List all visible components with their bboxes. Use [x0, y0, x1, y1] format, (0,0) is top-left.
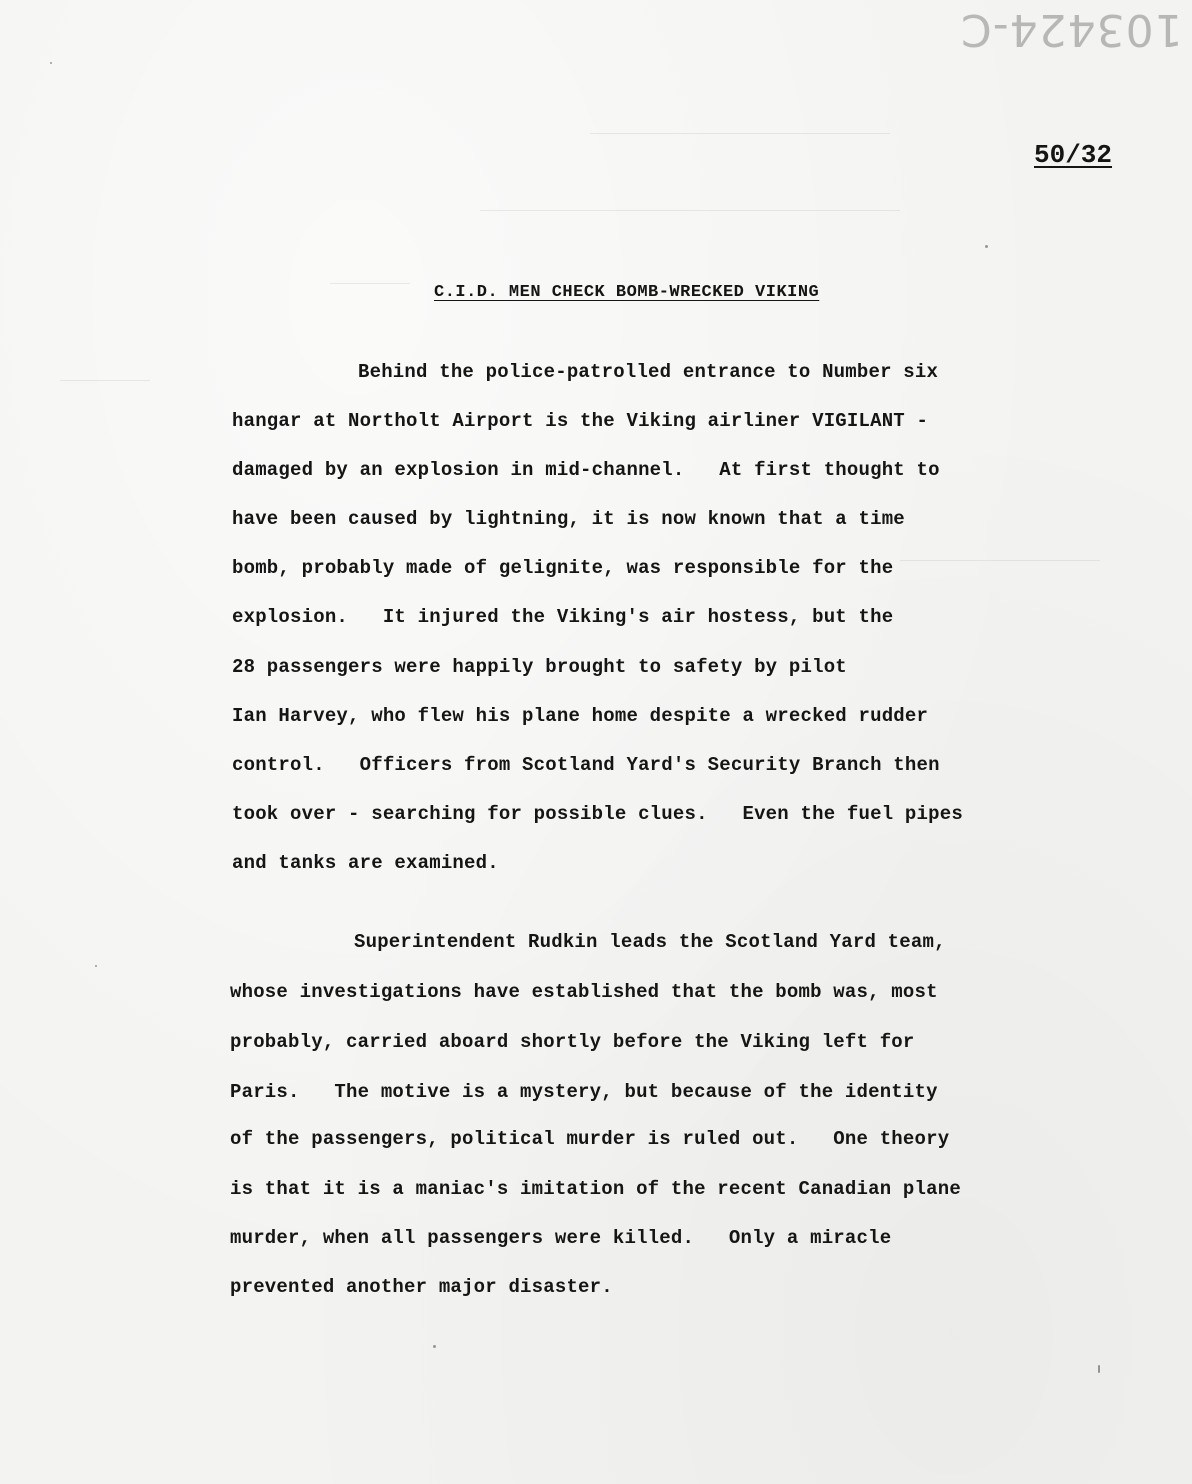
- bleed-through-line: [900, 560, 1100, 561]
- text-line: and tanks are examined.: [232, 852, 499, 874]
- bleed-through-line: [590, 133, 890, 134]
- text-line: Ian Harvey, who flew his plane home despite a wrecked rudder: [232, 705, 929, 727]
- bleed-through-line: [480, 210, 900, 211]
- page-number: 50/32: [1034, 140, 1113, 170]
- text-line: whose investigations have established that the bomb was, most: [230, 981, 938, 1003]
- dust-speck: [95, 965, 97, 967]
- text-line: of the passengers, political murder is ruled out. One theory: [230, 1128, 950, 1150]
- dust-speck: [1098, 1365, 1100, 1373]
- archive-reference-mark: 103424-C: [960, 4, 1183, 55]
- text-line: control. Officers from Scotland Yard's Security Branch then: [232, 754, 940, 776]
- text-line: probably, carried aboard shortly before the Viking left for: [230, 1031, 915, 1053]
- text-line: 28 passengers were happily brought to safety by pilot: [232, 656, 847, 678]
- text-line: bomb, probably made of gelignite, was responsible for the: [232, 557, 894, 579]
- dust-speck: [433, 1345, 436, 1348]
- text-line: took over - searching for possible clues. Even the fuel pipes: [232, 803, 963, 825]
- bleed-through-line: [60, 380, 150, 381]
- text-line: Paris. The motive is a mystery, but because of the identity: [230, 1081, 938, 1103]
- text-line: prevented another major disaster.: [230, 1276, 613, 1298]
- headline: C.I.D. MEN CHECK BOMB-WRECKED VIKING: [434, 283, 820, 302]
- text-line: is that it is a maniac's imitation of the recent Canadian plane: [230, 1178, 961, 1200]
- bleed-through-line: [330, 283, 410, 284]
- text-line: murder, when all passengers were killed. Only a miracle: [230, 1227, 892, 1249]
- dust-speck: [50, 62, 52, 64]
- text-line: hangar at Northolt Airport is the Viking airliner VIGILANT -: [232, 410, 929, 432]
- dust-speck: [985, 245, 988, 248]
- text-line: explosion. It injured the Viking's air hostess, but the: [232, 606, 894, 628]
- text-line: Superintendent Rudkin leads the Scotland Yard team,: [354, 931, 946, 953]
- text-line: Behind the police-patrolled entrance to Number six: [358, 361, 939, 383]
- text-line: damaged by an explosion in mid-channel. At first thought to: [232, 459, 940, 481]
- text-line: have been caused by lightning, it is now known that a time: [232, 508, 905, 530]
